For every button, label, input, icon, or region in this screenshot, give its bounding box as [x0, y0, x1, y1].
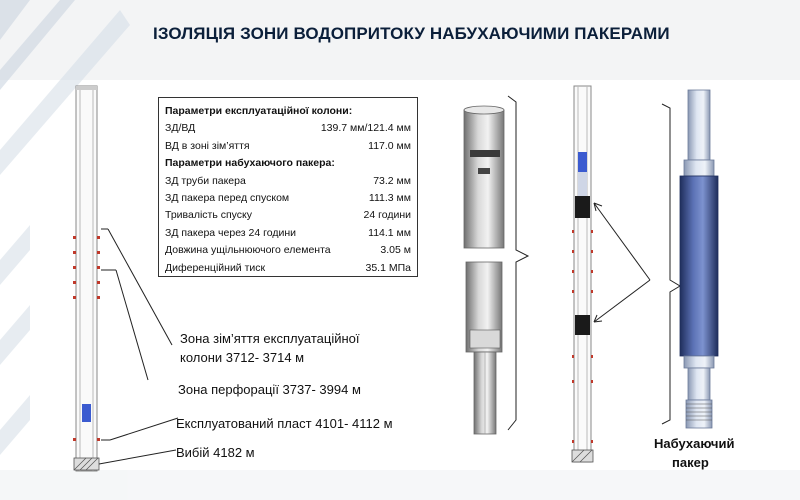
param-row: [165, 190, 411, 207]
param-value: 114.1 мм: [368, 226, 411, 239]
param-row: [165, 242, 411, 259]
packer-label-line1: Набухаючий: [654, 436, 735, 451]
param-row: [165, 138, 411, 155]
packer-rubber-lower: [575, 315, 590, 335]
param-row: [165, 120, 411, 137]
swell-packer-illustration: [680, 90, 718, 428]
section-heading-casing: Параметри експлуатаційної колони:: [165, 105, 353, 117]
param-label: Тривалість спуску: [165, 209, 253, 222]
param-value: 117.0 мм: [368, 139, 411, 152]
collapse-zone-label-line2: колони 3712- 3714 м: [180, 350, 305, 365]
param-value: 73.2 мм: [373, 174, 411, 187]
param-row: [165, 260, 411, 277]
plug: [82, 404, 91, 422]
bottomhole-label: Вибій 4182 м: [176, 445, 255, 460]
param-label: ЗД/ВД: [165, 122, 196, 135]
packer-label-line2: пакер: [672, 455, 709, 470]
param-value: 139.7 мм/121.4 мм: [320, 122, 411, 135]
param-label: ВД в зоні зім’яття: [165, 139, 250, 152]
param-row: [165, 207, 411, 224]
section-heading-packer: Параметри набухаючого пакера:: [165, 157, 335, 170]
param-value: 111.3 мм: [368, 192, 411, 205]
formation-label: Експлуатований пласт 4101- 4112 м: [176, 416, 393, 431]
parameters-table: [158, 97, 418, 277]
collapse-zone-label-line1: Зона зім’яття експлуатаційної: [180, 331, 360, 346]
perforation-zone-label: Зона перфорації 3737- 3994 м: [178, 382, 361, 397]
param-row: [165, 225, 411, 242]
param-label: ЗД пакера перед спуском: [165, 192, 290, 205]
param-label: ЗД труби пакера: [165, 174, 246, 187]
param-value: 3.05 м: [380, 244, 411, 257]
pipe-sections: [464, 96, 528, 434]
param-label: Довжина ущільнюючого елемента: [165, 244, 331, 257]
packer-rubber-upper: [575, 196, 590, 218]
param-row: [165, 173, 411, 190]
param-value: 24 години: [363, 209, 411, 222]
well-with-packers: [572, 86, 680, 462]
param-value: 35.1 МПа: [365, 261, 411, 274]
param-label: Диференційний тиск: [165, 261, 266, 274]
page-title: ІЗОЛЯЦІЯ ЗОНИ ВОДОПРИТОКУ НАБУХАЮЧИМИ ПАКЕРАМИ: [153, 24, 670, 43]
param-label: ЗД пакера через 24 години: [165, 226, 296, 239]
